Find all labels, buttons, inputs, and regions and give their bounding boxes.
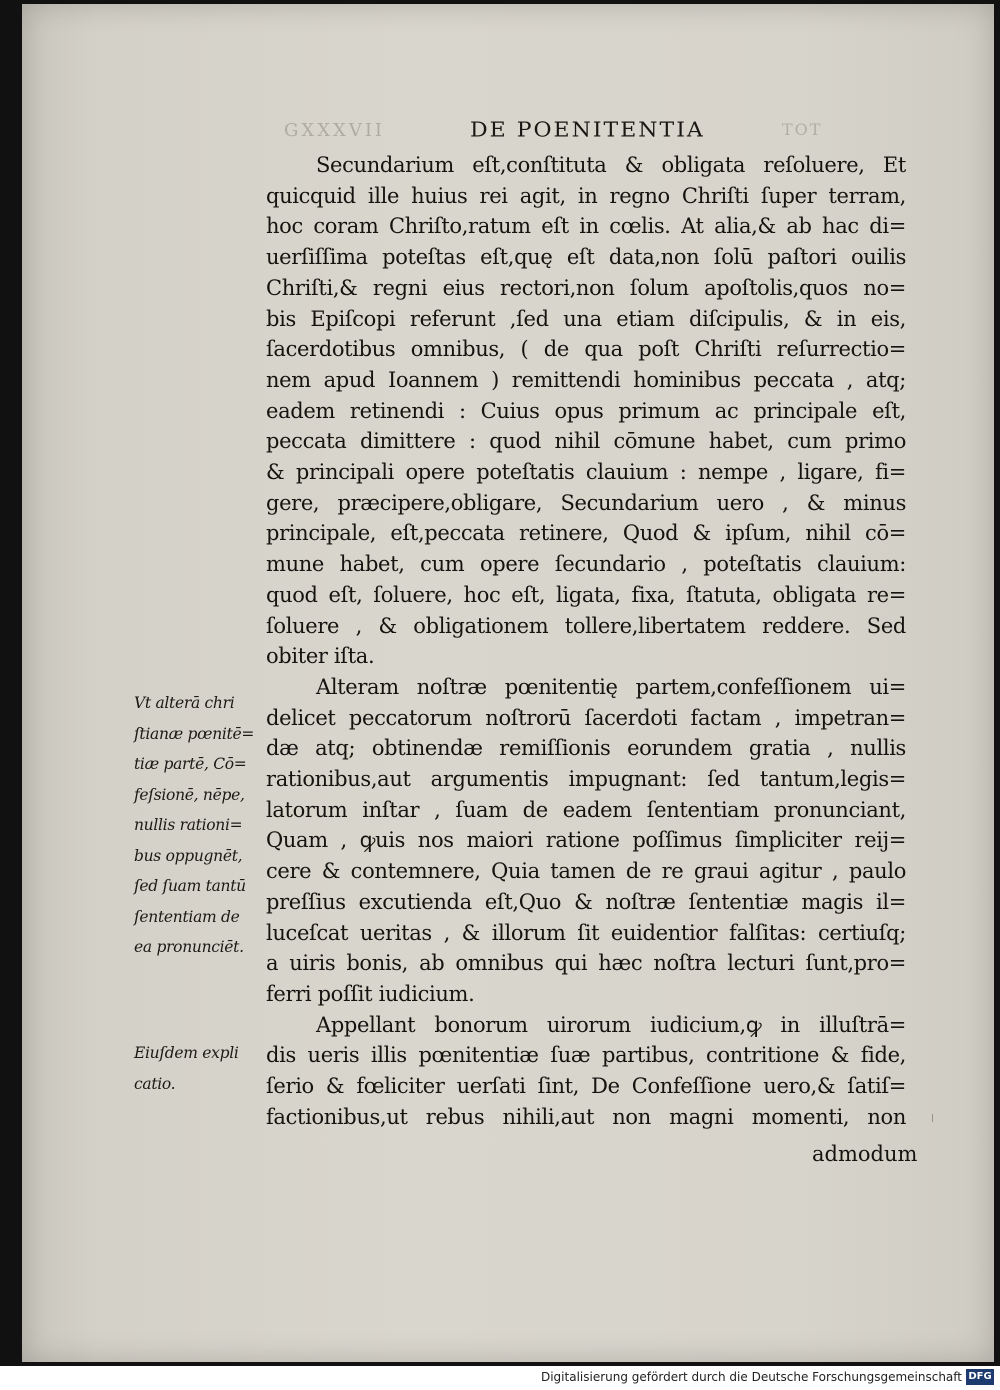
text-line: ſerio & fœliciter uerſati ſint, De Confeſſione uero,& ſatiſ= — [266, 1074, 906, 1099]
text-line: a uiris bonis, ab omnibus qui hæc noſtra lecturi ſunt,pro= — [266, 951, 906, 976]
margin-note-line: nullis rationi= — [134, 816, 243, 834]
main-text — [266, 150, 906, 1133]
text-line: preſſius excutienda eſt,Quo & noſtræ ſententiæ magis il= — [266, 889, 906, 914]
margin-note — [134, 688, 260, 963]
footer-bar — [0, 1366, 1000, 1390]
text-line: dis ueris illis pœnitentiæ ſuæ partibus, contritione & fide, — [266, 1043, 906, 1068]
text-line: & principali opere poteſtatis clauium : nempe , ligare, fi= — [266, 460, 906, 485]
text-line: rationibus,aut argumentis impugnant: ſed tantum,legis= — [266, 767, 906, 792]
margin-note-line: Vt alterā chri — [134, 694, 235, 712]
text-line: nem apud Ioannem ) remittendi hominibus peccata , atq; — [266, 367, 906, 392]
text-line: bis Epiſcopi referunt ,ſed una etiam diſcipulis, & in eis, — [266, 306, 906, 331]
text-line: mune habet, cum opere ſecundario , poteſtatis clauium: — [266, 552, 906, 577]
margin-note-line: bus oppugnēt, — [134, 846, 243, 865]
funding-credit: Digitalisierung gefördert durch die Deutsche Forschungsgemeinschaft — [540, 1370, 962, 1384]
dfg-logo: DFG — [966, 1369, 994, 1385]
text-line: Secundarium eſt,conſtituta & obligata reſoluere, Et — [316, 153, 906, 177]
margin-note-line: ea pronunciēt. — [134, 938, 244, 956]
margin-note-line: ſententiam de — [134, 907, 240, 926]
text-line: eadem retinendi : Cuius opus primum ac principale eſt, — [266, 398, 906, 423]
margin-note-line: tiæ partē, Cō= — [134, 755, 247, 773]
text-line: ſacerdotibus omnibus, ( de qua poſt Chriſti reſurrectio= — [266, 337, 906, 362]
show-through-text: TOT — [782, 120, 823, 139]
text-line: quod eſt, ſoluere, hoc eſt, ligata, fixa, ſtatuta, obligata re= — [266, 582, 906, 607]
text-line: quicquid ille huius rei agit, in regno Chriſti ſuper terram, — [266, 183, 906, 208]
text-line: Quam , ꝙuis nos maiori ratione poſſimus ſimpliciter reij= — [266, 828, 906, 853]
running-title: DE POENITENTIA — [470, 118, 705, 143]
text-line: Alteram noſtræ pœnitentię partem,confeſſionem ui= — [316, 674, 906, 699]
show-through-text: GXXXVII — [284, 120, 386, 141]
text-line: gere, præcipere,obligare, Secundarium uero , & minus — [266, 490, 906, 515]
margin-note — [134, 1038, 260, 1099]
text-line: latorum inſtar , ſuam de eadem ſententiam pronunciant, — [266, 797, 906, 822]
paragraph — [266, 1010, 906, 1133]
text-line: cere & contemnere, Quia tamen de re graui agitur , paulo — [266, 859, 906, 884]
text-line: hoc coram Chriſto,ratum eſt in cœlis. At alia,& ab hac di= — [266, 214, 906, 239]
text-line: factionibus,ut rebus nihili,aut non magni momenti, non — [266, 1104, 906, 1129]
paragraph — [266, 672, 906, 1010]
text-line: principale, eſt,peccata retinere, Quod & ipſum, nihil cō= — [266, 521, 906, 546]
margin-note-line: ſtianæ pœnitē= — [134, 724, 255, 743]
text-line: ſoluere , & obligationem tollere,libertatem reddere. Sed — [266, 613, 906, 638]
catchword: admodum — [812, 1142, 918, 1166]
text-line: obiter iſta. — [266, 644, 375, 669]
margin-note-line: catio. — [134, 1074, 176, 1093]
paragraph — [266, 150, 906, 672]
text-line: delicet peccatorum noſtrorū ſacerdoti factam , impetran= — [266, 705, 906, 730]
text-line: dæ atq; obtinendæ remiſſionis eorundem gratia , nullis — [266, 736, 906, 761]
margin-note-line: Eiuſdem expli — [134, 1044, 239, 1062]
margin-note-line: ſed ſuam tantū — [134, 877, 246, 895]
page-mark — [932, 1114, 936, 1122]
text-line: uerſiſſima poteſtas eſt,quę eſt data,non ſolū paſtori ouilis — [266, 245, 906, 270]
text-line: Chriſti,& regni eius rectori,non ſolum apoſtolis,quos no= — [266, 275, 906, 300]
text-line: ferri poſſit iudicium. — [266, 981, 475, 1006]
text-line: luceſcat ueritas , & illorum ſit euidentior falſitas: certiuſq; — [266, 920, 906, 945]
text-line: peccata dimittere : quod nihil cōmune habet, cum primo — [266, 429, 906, 454]
text-line: Appellant bonorum uirorum iudicium,ꝙ in illuſtrā= — [316, 1012, 906, 1037]
margin-note-line: feſsionē, nēpe, — [134, 785, 245, 804]
